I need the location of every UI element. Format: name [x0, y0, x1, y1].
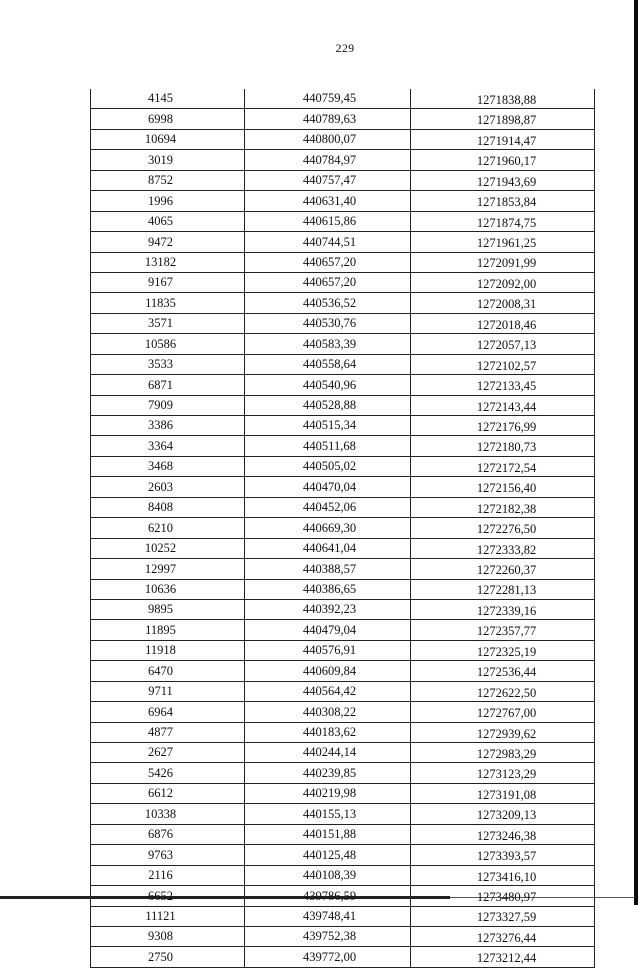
- point-number-cell: 10694: [91, 129, 245, 149]
- scan-right-edge: [634, 0, 638, 905]
- y-coordinate-cell: 1272057,13: [411, 334, 595, 354]
- table-row: [91, 191, 595, 211]
- y-coordinate-cell: 1273123,29: [411, 763, 595, 783]
- table-row: [91, 293, 595, 313]
- x-coordinate-cell: 440528,88: [245, 395, 411, 415]
- x-coordinate-cell: 440505,02: [245, 456, 411, 476]
- table-row: [91, 211, 595, 231]
- table-row: [91, 661, 595, 681]
- point-number-cell: 11918: [91, 640, 245, 660]
- table-row: [91, 579, 595, 599]
- y-coordinate-cell: 1273246,38: [411, 824, 595, 844]
- point-number-cell: 6998: [91, 109, 245, 129]
- point-number-cell: 8408: [91, 497, 245, 517]
- x-coordinate-cell: 440151,88: [245, 824, 411, 844]
- point-number-cell: 2603: [91, 477, 245, 497]
- x-coordinate-cell: 440452,06: [245, 497, 411, 517]
- x-coordinate-cell: 440183,62: [245, 722, 411, 742]
- point-number-cell: 10252: [91, 538, 245, 558]
- point-number-cell: 3533: [91, 354, 245, 374]
- y-coordinate-cell: 1273393,57: [411, 845, 595, 865]
- y-coordinate-cell: 1272176,99: [411, 416, 595, 436]
- table-row: [91, 232, 595, 252]
- table-row: [91, 497, 595, 517]
- table-row: [91, 681, 595, 701]
- table-row: [91, 354, 595, 374]
- x-coordinate-cell: 440536,52: [245, 293, 411, 313]
- x-coordinate-cell: 440511,68: [245, 436, 411, 456]
- x-coordinate-cell: 440564,42: [245, 681, 411, 701]
- point-number-cell: 4877: [91, 722, 245, 742]
- x-coordinate-cell: 440609,84: [245, 661, 411, 681]
- x-coordinate-cell: 440641,04: [245, 538, 411, 558]
- table-row: [91, 845, 595, 865]
- point-number-cell: 3364: [91, 436, 245, 456]
- y-coordinate-cell: 1272939,62: [411, 722, 595, 742]
- table-row: [91, 783, 595, 803]
- y-coordinate-cell: 1272333,82: [411, 538, 595, 558]
- point-number-cell: 9895: [91, 599, 245, 619]
- x-coordinate-cell: 440530,76: [245, 313, 411, 333]
- point-number-cell: 6876: [91, 824, 245, 844]
- table-row: [91, 129, 595, 149]
- x-coordinate-cell: 440125,48: [245, 845, 411, 865]
- table-row: [91, 436, 595, 456]
- point-number-cell: 1996: [91, 191, 245, 211]
- y-coordinate-cell: 1272143,44: [411, 395, 595, 415]
- y-coordinate-cell: 1272281,13: [411, 579, 595, 599]
- point-number-cell: 7909: [91, 395, 245, 415]
- y-coordinate-cell: 1271898,87: [411, 109, 595, 129]
- y-coordinate-cell: 1272180,73: [411, 436, 595, 456]
- point-number-cell: 10636: [91, 579, 245, 599]
- y-coordinate-cell: 1271960,17: [411, 150, 595, 170]
- x-coordinate-cell: 439748,41: [245, 906, 411, 926]
- x-coordinate-cell: 440744,51: [245, 232, 411, 252]
- table-row: [91, 395, 595, 415]
- point-number-cell: 3019: [91, 150, 245, 170]
- y-coordinate-cell: 1271853,84: [411, 191, 595, 211]
- table-row: [91, 518, 595, 538]
- table-row: [91, 559, 595, 579]
- x-coordinate-cell: 440219,98: [245, 783, 411, 803]
- table-row: [91, 865, 595, 885]
- point-number-cell: 13182: [91, 252, 245, 272]
- x-coordinate-cell: 440789,63: [245, 109, 411, 129]
- coordinates-table-body: [91, 89, 595, 967]
- y-coordinate-cell: 1272172,54: [411, 456, 595, 476]
- point-number-cell: 6612: [91, 783, 245, 803]
- point-number-cell: 9472: [91, 232, 245, 252]
- y-coordinate-cell: 1271838,88: [411, 89, 595, 109]
- y-coordinate-cell: 1272260,37: [411, 559, 595, 579]
- point-number-cell: 9167: [91, 272, 245, 292]
- x-coordinate-cell: 440615,86: [245, 211, 411, 231]
- y-coordinate-cell: 1272008,31: [411, 293, 595, 313]
- x-coordinate-cell: 440386,65: [245, 579, 411, 599]
- table-row: [91, 456, 595, 476]
- y-coordinate-cell: 1272102,57: [411, 354, 595, 374]
- y-coordinate-cell: 1273191,08: [411, 783, 595, 803]
- table-row: [91, 272, 595, 292]
- page-number: 229: [335, 41, 355, 55]
- y-coordinate-cell: 1272018,46: [411, 313, 595, 333]
- y-coordinate-cell: 1273212,44: [411, 947, 595, 967]
- point-number-cell: 6210: [91, 518, 245, 538]
- table-row: [91, 375, 595, 395]
- y-coordinate-cell: 1272276,50: [411, 518, 595, 538]
- x-coordinate-cell: 440244,14: [245, 743, 411, 763]
- table-row: [91, 89, 595, 109]
- point-number-cell: 6871: [91, 375, 245, 395]
- table-row: [91, 640, 595, 660]
- y-coordinate-cell: 1272339,16: [411, 599, 595, 619]
- table-row: [91, 416, 595, 436]
- y-coordinate-cell: 1273480,97: [411, 886, 595, 906]
- y-coordinate-cell: 1272091,99: [411, 252, 595, 272]
- y-coordinate-cell: 1272767,00: [411, 702, 595, 722]
- point-number-cell: 6470: [91, 661, 245, 681]
- y-coordinate-cell: 1272357,77: [411, 620, 595, 640]
- table-row: [91, 599, 595, 619]
- y-coordinate-cell: 1272622,50: [411, 681, 595, 701]
- x-coordinate-cell: 440470,04: [245, 477, 411, 497]
- point-number-cell: 11121: [91, 906, 245, 926]
- y-coordinate-cell: 1271961,25: [411, 232, 595, 252]
- point-number-cell: 2750: [91, 947, 245, 967]
- point-number-cell: 9763: [91, 845, 245, 865]
- y-coordinate-cell: 1272092,00: [411, 272, 595, 292]
- table-row: [91, 109, 595, 129]
- table-row: [91, 926, 595, 946]
- table-row: [91, 313, 595, 333]
- x-coordinate-cell: 440392,23: [245, 599, 411, 619]
- x-coordinate-cell: 440784,97: [245, 150, 411, 170]
- x-coordinate-cell: 440155,13: [245, 804, 411, 824]
- x-coordinate-cell: 440757,47: [245, 170, 411, 190]
- table-row: [91, 763, 595, 783]
- y-coordinate-cell: 1273209,13: [411, 804, 595, 824]
- table-row: [91, 150, 595, 170]
- x-coordinate-cell: 440583,39: [245, 334, 411, 354]
- table-row: [91, 886, 595, 906]
- table-row: [91, 743, 595, 763]
- x-coordinate-cell: 440308,22: [245, 702, 411, 722]
- x-coordinate-cell: 440108,39: [245, 865, 411, 885]
- table-row: [91, 947, 595, 967]
- point-number-cell: 3571: [91, 313, 245, 333]
- x-coordinate-cell: 440576,91: [245, 640, 411, 660]
- y-coordinate-cell: 1272325,19: [411, 640, 595, 660]
- x-coordinate-cell: 440239,85: [245, 763, 411, 783]
- point-number-cell: 5426: [91, 763, 245, 783]
- point-number-cell: 6652: [91, 886, 245, 906]
- point-number-cell: 9308: [91, 926, 245, 946]
- y-coordinate-cell: 1272182,38: [411, 497, 595, 517]
- table-row: [91, 702, 595, 722]
- point-number-cell: 10338: [91, 804, 245, 824]
- table-row: [91, 252, 595, 272]
- point-number-cell: 4065: [91, 211, 245, 231]
- table-row: [91, 538, 595, 558]
- table-row: [91, 804, 595, 824]
- point-number-cell: 8752: [91, 170, 245, 190]
- point-number-cell: 2116: [91, 865, 245, 885]
- point-number-cell: 9711: [91, 681, 245, 701]
- x-coordinate-cell: 440800,07: [245, 129, 411, 149]
- point-number-cell: 12997: [91, 559, 245, 579]
- point-number-cell: 6964: [91, 702, 245, 722]
- y-coordinate-cell: 1272133,45: [411, 375, 595, 395]
- y-coordinate-cell: 1273276,44: [411, 926, 595, 946]
- point-number-cell: 2627: [91, 743, 245, 763]
- table-row: [91, 722, 595, 742]
- y-coordinate-cell: 1272983,29: [411, 743, 595, 763]
- point-number-cell: 11895: [91, 620, 245, 640]
- y-coordinate-cell: 1272156,40: [411, 477, 595, 497]
- point-number-cell: 3386: [91, 416, 245, 436]
- coordinates-table: [90, 89, 595, 968]
- point-number-cell: 4145: [91, 89, 245, 109]
- x-coordinate-cell: 440759,45: [245, 89, 411, 109]
- x-coordinate-cell: 439752,38: [245, 926, 411, 946]
- x-coordinate-cell: 439786,59: [245, 886, 411, 906]
- table-row: [91, 620, 595, 640]
- x-coordinate-cell: 440657,20: [245, 272, 411, 292]
- y-coordinate-cell: 1272536,44: [411, 661, 595, 681]
- table-row: [91, 906, 595, 926]
- point-number-cell: 10586: [91, 334, 245, 354]
- point-number-cell: 11835: [91, 293, 245, 313]
- x-coordinate-cell: 440657,20: [245, 252, 411, 272]
- x-coordinate-cell: 440669,30: [245, 518, 411, 538]
- y-coordinate-cell: 1273327,59: [411, 906, 595, 926]
- table-row: [91, 170, 595, 190]
- y-coordinate-cell: 1273416,10: [411, 865, 595, 885]
- y-coordinate-cell: 1271874,75: [411, 211, 595, 231]
- point-number-cell: 3468: [91, 456, 245, 476]
- x-coordinate-cell: 440631,40: [245, 191, 411, 211]
- x-coordinate-cell: 440540,96: [245, 375, 411, 395]
- x-coordinate-cell: 440388,57: [245, 559, 411, 579]
- x-coordinate-cell: 440558,64: [245, 354, 411, 374]
- table-row: [91, 824, 595, 844]
- x-coordinate-cell: 439772,00: [245, 947, 411, 967]
- table-row: [91, 477, 595, 497]
- y-coordinate-cell: 1271914,47: [411, 129, 595, 149]
- y-coordinate-cell: 1271943,69: [411, 170, 595, 190]
- x-coordinate-cell: 440479,04: [245, 620, 411, 640]
- table-row: [91, 334, 595, 354]
- x-coordinate-cell: 440515,34: [245, 416, 411, 436]
